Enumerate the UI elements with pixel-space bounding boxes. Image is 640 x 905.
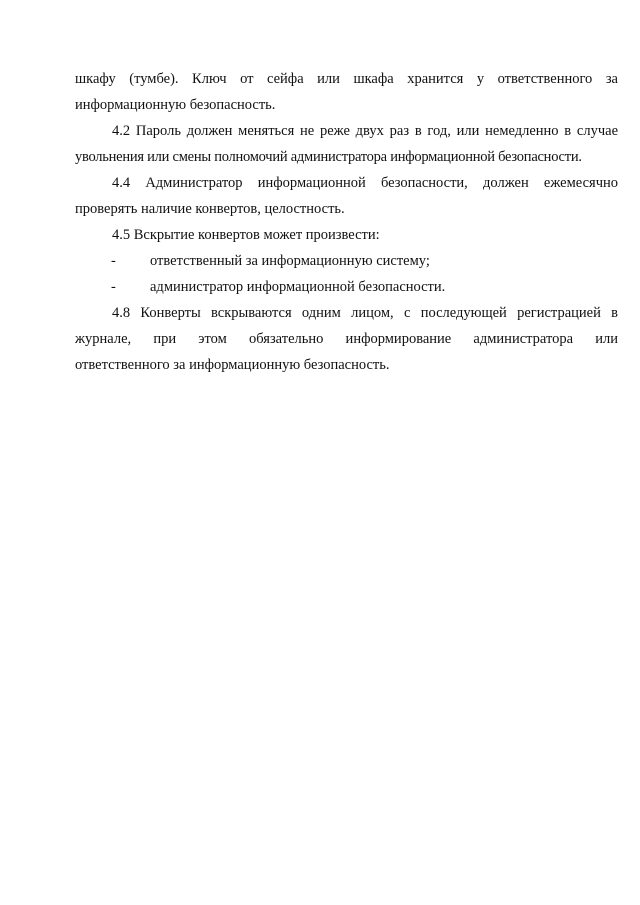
- paragraph-4-2-line-1: 4.2 Пароль должен меняться не реже двух раз в год, или немедленно в случае: [112, 123, 618, 139]
- paragraph-4-8-line-3: ответственного за информационную безопасность.: [75, 357, 390, 373]
- paragraph-4-8-line-2: журнале, при этом обязательно информирование администратора или: [75, 331, 618, 347]
- list-item: [75, 274, 618, 300]
- paragraph-4-5-line-1: 4.5 Вскрытие конвертов может произвести:: [112, 227, 380, 243]
- paragraph-4-5: [75, 222, 618, 248]
- list-item-marker: -: [111, 253, 116, 269]
- paragraph-4-4-line-2: проверять наличие конвертов, целостность.: [75, 201, 345, 217]
- paragraph-4-8-line-1: 4.8 Конверты вскрываются одним лицом, с последующей регистрацией в: [112, 305, 618, 321]
- paragraph-4-4-line-1: 4.4 Администратор информационной безопасности, должен ежемесячно: [112, 175, 618, 191]
- paragraph-4-2: [75, 118, 618, 170]
- paragraph-4-8: [75, 300, 618, 378]
- list-item-marker: -: [111, 279, 116, 295]
- list-item: [75, 248, 618, 274]
- paragraph-intro-line-2: информационную безопасность.: [75, 97, 276, 113]
- list-item-text: администратор информационной безопасности.: [150, 279, 446, 295]
- paragraph-4-2-line-2: увольнения или смены полномочий администратора информационной безопасности.: [75, 149, 582, 165]
- paragraph-4-4: [75, 170, 618, 222]
- paragraph-intro-line-1: шкафу (тумбе). Ключ от сейфа или шкафа хранится у ответственного за: [75, 71, 618, 87]
- list-item-text: ответственный за информационную систему;: [150, 253, 430, 269]
- paragraph-intro: [75, 66, 618, 118]
